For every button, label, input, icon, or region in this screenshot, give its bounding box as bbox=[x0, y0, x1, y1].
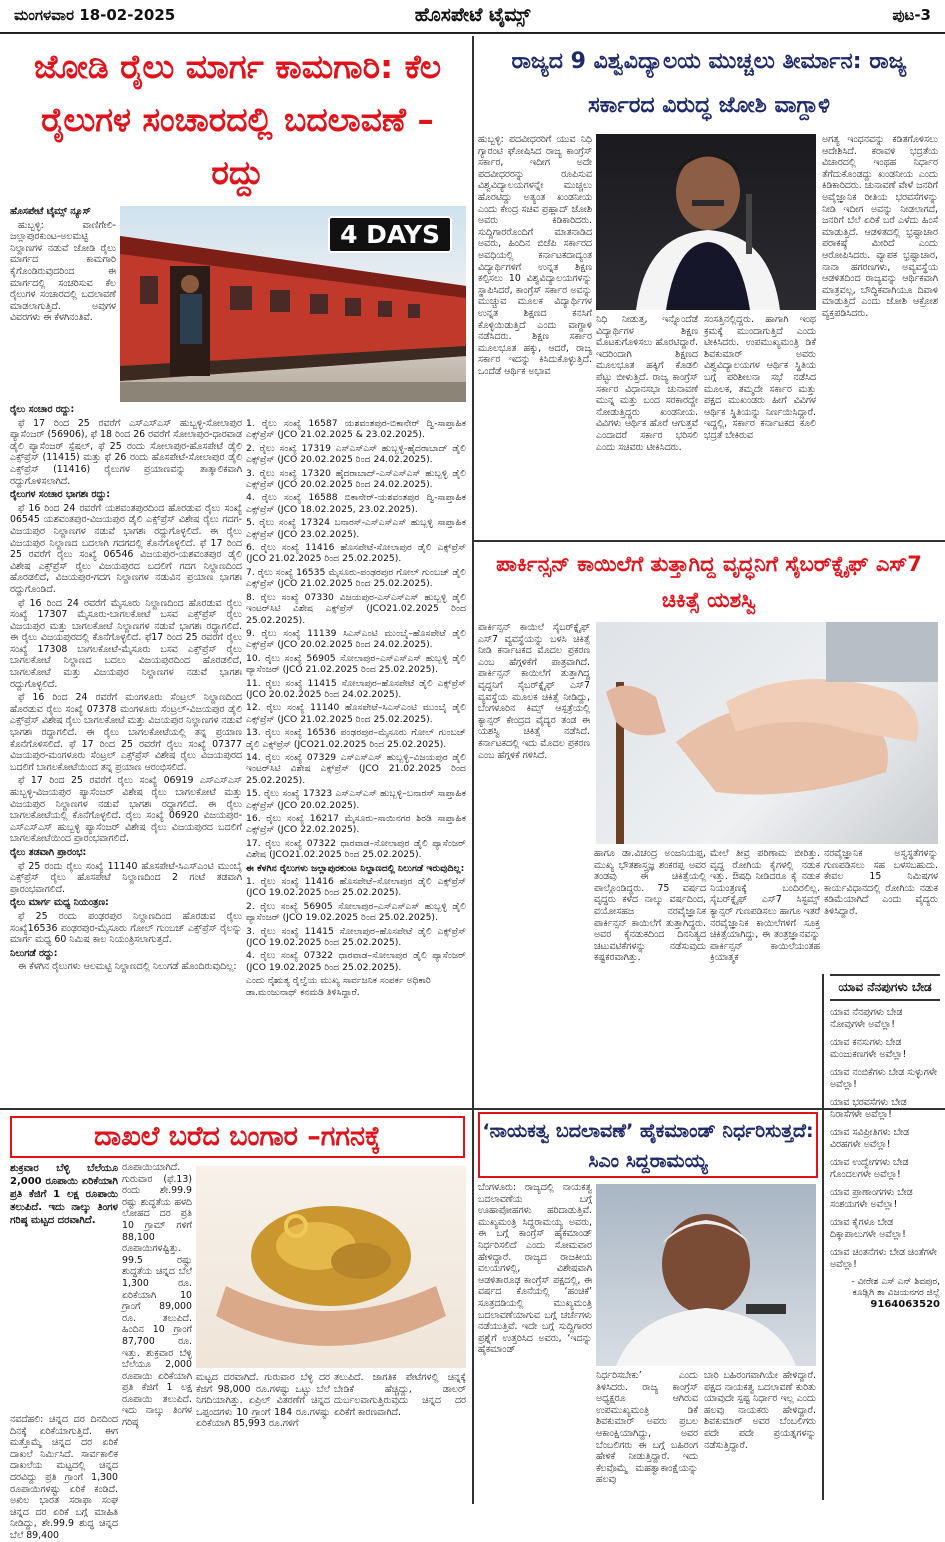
joshi-photo bbox=[596, 134, 816, 310]
section-divider-right bbox=[474, 540, 945, 542]
rail-list-alamatti bbox=[246, 418, 466, 861]
cm-photo bbox=[596, 1184, 816, 1366]
univ-col4: ಅಗತ್ಯ ಇಂಧನವನ್ನು ಕಡಿತಗೊಳಿಸಲು ಆದೇಶಿಸಿದೆ. ಕರಾವಳಿ ಭದ್ರತೆಯ ವಿಚಾರದಲ್ಲಿ ಇಂಥಹ ನಿರ್ಧಾರ ತೆಗೆದುಕೊಂಡದ್ದು ಖಂಡನೀಯ ಎಂದು ಕಿಡಿಕಾರಿದರು. ಚುನಾವಣೆ ವೇಳೆ ಜನರಿಗೆ ಅವೈಜ್ಞಾನಿಕ ರೀತಿಯ ಭರವಸೆಗಳನ್ನು ನೀಡಿ ಇದೀಗ ಅವನ್ನು ನೀಡಲಾಗದೆ, ಜನರಿಗೆ ಬೆಲೆ ಏರಿಕೆ ಬರೆ ಎಳೆದು ಹಿಂಸೆ ಮಾಡುತ್ತಿದೆ. ಆಡಳಿತದಲ್ಲಿ ಭ್ರಷ್ಟಾಚಾರ ಪರಾಕಷ್ಠೆ ಮೀರಿದೆ ಎಂದು ಆರೋಪಿಸಿದರು. ವ್ಯಾಪಕ ಭ್ರಷ್ಟಾಚಾರ, ನಾನಾ ಹಗರಣಗಳು, ಅವ್ಯವಸ್ಥೆಯ ಆಡಳಿತದಿಂದ ರಾಜ್ಯವನ್ನು ಆರ್ಥಿಕವಾಗಿ ಮಾತ್ರವಲ್ಲ, ಬೌದ್ಧಿಕವಾಗಿಯೂ ದಿವಾಳಿ ಮಾಡುತ್ತಿದೆ ಎಂದು ಜೋಶಿ ಆಕ್ರೋಶ ವ್ಯಕ್ತಪಡಿಸಿದರು. bbox=[822, 134, 938, 319]
list-item: 5. ರೈಲು ಸಂಖ್ಯೆ 17324 ಬನಾರಸ್-ಎಸ್ಎಸ್ಎಸ್ ಹುಬ್ಬಳ್ಳಿ ಸಾಪ್ತಾಹಿಕ ಎಕ್ಸ್‌ಪ್ರೆಸ್ (JCO 23.02.2025). bbox=[246, 517, 466, 540]
poem-line: ಯಾವ ಚಿಂತನೆಗಳು ಬೇಡ ಚಿಂತೆಗಳೇ ಅವೆಲ್ಲಾ! bbox=[830, 1247, 937, 1270]
list-item: 3. ರೈಲು ಸಂಖ್ಯೆ 17320 ಹೈದರಾಬಾದ್-ಎಸ್ಎಸ್ಎಸ್ ಹುಬ್ಬಳ್ಳಿ ಡೈಲಿ ಎಕ್ಸ್‌ಪ್ರೆಸ್ (JCO 20.02.2025 ರಿಂದ 24.02.2025). bbox=[246, 467, 466, 491]
gold-col1: ನವದೆಹಲಿ: ಚಿನ್ನದ ದರ ದಿನದಿಂದ ದಿನಕ್ಕೆ ಏರಿಕೆಯಾಗುತ್ತಿದೆ. ಈಗ ಮತ್ತೊಮ್ಮೆ ಚಿನ್ನದ ದರ ಏರಿಕೆ ದಾಖಲೆ ನಿರ್ಮಿಸಿದೆ. ಸಾರ್ವಕಾಲಿಕ ದಾಖಲೆಯ ಮಟ್ಟದಲ್ಲಿ ಚಿನ್ನದ ದರವಿದ್ದು ಪ್ರತಿ ಗ್ರಾಂಗೆ 1,300 ರೂಪಾಯಿಗಳಷ್ಟು ಏರಿಕೆ ಕಂಡಿದೆ. ಅಖಿಲ ಭಾರತ ಸರಾಫಾ ಸಂಘ ಚಿನ್ನದ ದರ ಏರಿಕೆ ಬಗ್ಗೆ ಮಾಹಿತಿ ನೀಡಿದ್ದು, ಶೇ.99.9 ಶುದ್ಧ ಚಿನ್ನದ ಬೆಲೆ 89,400 bbox=[10, 1414, 118, 1541]
list-item: 4. ರೈಲು ಸಂಖ್ಯೆ 07322 ಧಾರವಾಡ–ಸೋಲಾಪುರ ಡೈಲಿ ಪ್ಯಾಸೆಂಜರ್ (JCO 19.02.2025 ರಿಂದ 25.02.2025). bbox=[246, 950, 466, 973]
photo-badge: 4 DAYS bbox=[328, 216, 452, 253]
cm-col1: ಬೆಂಗಳೂರು: ರಾಜ್ಯದಲ್ಲಿ ನಾಯಕತ್ವ ಬದಲಾವಣೆಯ ಬಗ್ಗೆ ಊಹಾಪೋಹಗಳು ಹರಿದಾಡುತ್ತಿವೆ. ಮುಖ್ಯಮಂತ್ರಿ ಸಿದ್ದರಾಮಯ್ಯ ಅವರು, ಈ ಬಗ್ಗೆ ಕಾಂಗ್ರೆಸ್ ಹೈಕಮಾಂಡ್ ನಿರ್ಧರಿಸಲಿದೆ ಎಂದು ಸೋಮವಾರ ಹೇಳಿದ್ದಾರೆ. ರಾಜ್ಯದ ರಾಜಕೀಯ ವಲಯಗಳಲ್ಲಿ, ವಿಶೇಷವಾಗಿ ಆಡಳಿತಾರೂಢ ಕಾಂಗ್ರೆಸ್ ಪಕ್ಷದಲ್ಲಿ, ಈ ವರ್ಷದ ಕೊನೆಯಲ್ಲಿ ‘ಹಂಚಿಕೆ’ ಸೂತ್ರದಡಿಯಲ್ಲಿ ಮುಖ್ಯಮಂತ್ರಿ ಬದಲಾವಣೆಯಾಗುವ ಬಗ್ಗೆ ಚರ್ಚೆಗಳು ನಡೆಯುತ್ತಿವೆ. ಇದೇ ಬಗ್ಗೆ ಸುದ್ದಿಗಾರರ ಪ್ರಶ್ನೆಗೆ ಉತ್ತರಿಸಿದ ಅವರು, ‘ಇದನ್ನು ಹೈಕಮಾಂಡ್ bbox=[478, 1182, 592, 1356]
rail-closing: ಎಂದು ನೈಋತ್ಯ ರೈಲ್ವೆಯ ಮುಖ್ಯ ಸಾರ್ವಜನಿಕ ಸಂಪರ್ಕ ಅಧಿಕಾರಿ ಡಾ.ಮಂಜುನಾಥ್ ಕನಮಡಿ ತಿಳಿಸಿದ್ದಾರೆ. bbox=[246, 975, 431, 998]
page-number: ಪುಟ-3 bbox=[892, 6, 931, 24]
parkinson-col2: ಹಾಗೂ ಡಾ.ವಿಚಂದ್ರ ಅಂಜನಿಯಪ್ಪ, ಮುಖ್ಯ ಭೌತಶಾಸ್ತ್ರಜ್ಞ ಶಂಕರಪ್ಪ ಅವರ ತಂಡವು ಈ ಚಿಕಿತ್ಸೆಯಲ್ಲಿ ಪಾಲ್ಗೊಂಡಿದ್ದರು. 75 ವರ್ಷದ ವೃದ್ಧರು ಕಳೆದ ನಾಲ್ಕು ವರ್ಷದಿಂದ, ವಯೋಸಹಜ ನರವೈಜ್ಞಾನಿಕ ಪಾರ್ಕಿನ್ಸನ್ ಕಾಯಿಲೆಗೆ ತುತ್ತಾಗಿದ್ದರು. ಅವರ ಕೈನಡುಕದಿಂದ ದಿನನಿತ್ಯದ ಚಟುವಟಿಕೆಗಳನ್ನು ನಡೆಸುವುದು ಕಷ್ಟಕರವಾಗಿತ್ತು. bbox=[594, 848, 706, 964]
poem-line: ಯಾವ ಸವಿಪ್ರೀತಿಗಳು ಬೇಡ ವಿರಹಗಳೇ ಅವೆಲ್ಲಾ! bbox=[830, 1127, 910, 1150]
list-item: 15. ರೈಲು ಸಂಖ್ಯೆ 17323 ಎಸ್ಎಸ್ಎಸ್ ಹುಬ್ಬಳ್ಳಿ–ಬನಾರಸ್ ಸಾಪ್ತಾಹಿಕ ಎಕ್ಸ್‌ಪ್ರೆಸ್ (JCO 20.02.2025). bbox=[246, 788, 466, 811]
poem-line: ಯಾವ ನೆನಪುಗಳು ಬೇಡ ನೋವುಗಳೇ ಅವೆಲ್ಲಾ! bbox=[830, 1007, 903, 1030]
list-item: 4. ರೈಲು ಸಂಖ್ಯೆ 16588 ಬಿಕಾನೇರ್-ಯಶವಂತಪುರ ದ್ವಿ-ಸಾಪ್ತಾಹಿಕ ಎಕ್ಸ್‌ಪ್ರೆಸ್ (JCO 18.02.2025, 23.02.2025). bbox=[246, 492, 466, 515]
list-item: 7. ರೈಲು ಸಂಖ್ಯೆ 16535 ಮೈಸೂರು-ಪಂಢರಪುರ ಗೋಲ್ ಗುಂಬಜ್ ಡೈಲಿ ಎಕ್ಸ್‌ಪ್ರೆಸ್ (JCO 21.02.2025 ರಿಂದ 25.02.2025). bbox=[246, 566, 466, 590]
rail-p6: ಫೆ 25 ರಂದು ರೈಲು ಸಂಖ್ಯೆ 11140 ಹೊಸಪೇಟೆ-ಸಿಎಸ್‌ಎಂಟಿ ಮುಂಬೈ ಎಕ್ಸ್‌ಪ್ರೆಸ್ ರೈಲು ಹೊಸಪೇಟೆ ನಿಲ್ದಾಣದಿಂದ 2 ಗಂಟೆ ತಡವಾಗಿ ಪ್ರಾರಂಭವಾಗಲಿದೆ. bbox=[10, 860, 242, 895]
rail-p8: ಈ ಕೆಳಗಿನ ರೈಲುಗಳು ಆಲಮಟ್ಟಿ ನಿಲ್ದಾಣದಲ್ಲಿ ನಿಲುಗಡೆ ಹೊಂದಿರುವುದಿಲ್ಲ: bbox=[18, 961, 237, 973]
list-item: 2. ರೈಲು ಸಂಖ್ಯೆ 56905 ಸೋಲಾಪುರ–ಎಸ್ಎಸ್ಎಸ್ ಹುಬ್ಬಳ್ಳಿ ಡೈಲಿ ಪ್ಯಾಸೆಂಜರ್ (JCO 19.02.2025 ರಿಂದ 25.02.2025). bbox=[246, 900, 466, 924]
list-item: 12. ರೈಲು ಸಂಖ್ಯೆ 11140 ಹೊಸಪೇಟೆ–ಸಿಎಸ್‌ಎಂಟಿ ಮುಂಬೈ ಡೈಲಿ ಎಕ್ಸ್‌ಪ್ರೆಸ್ (JCO 21.02.2025 ರಿಂದ 25.02.2025). bbox=[246, 702, 466, 725]
univ-col3: ಸಂಸತ್ತಿನಲ್ಲಿದ್ದರು. ಹಾಗಾಗಿ ಇಂಥ ಕ್ರಮಕ್ಕೆ ಮುಂದಾಗುತ್ತಿದೆ ಎಂದು ಟೀಕಿಸಿದರು. ಉಪಮುಖ್ಯಮಂತ್ರಿ ಡಿಕೆ ಶಿವಕುಮಾರ್ ಅವರು ವಿಶ್ವವಿದ್ಯಾಲಯಗಳ ಆರ್ಥಿಕ ಸ್ಥಿತಿಯ ಬಗ್ಗೆ ಪರಿಶೀಲನಾ ಸಭೆ ನಡೆಸಿದ ಮೂಲಕ, ತಮ್ಮದೇ ಸರ್ಕಾರ ಮತ್ತು ಪಕ್ಷದ ಮುಖಂಡರು ಹೀಗೆ ವಿವಿಗಳ ಆರ್ಥಿಕ ಸ್ಥಿತಿಯನ್ನು ನಿರ್ಣಯಿಸಿದ್ದಾರೆ. ಇದ್ದಲ್ಲಿ, ಸರ್ಕಾರ ಕರ್ನಾಟಕದ ಕೂಲಿ ಭದ್ರತೆ ಬೇಕಿರುವ bbox=[704, 314, 816, 441]
poem-title: ಯಾವ ನೆನಪುಗಳು ಬೇಡ bbox=[830, 974, 940, 1001]
cm-illustration bbox=[596, 1184, 816, 1366]
rail-sec1: ರೈಲು ಸಂಚಾರ ರದ್ದು: bbox=[10, 404, 75, 415]
rail-headline: ಜೋಡಿ ರೈಲು ಮಾರ್ಗ ಕಾಮಗಾರಿ: ಕೆಲ ರೈಲುಗಳ ಸಂಚಾರದಲ್ಲಿ ಬದಲಾವಣೆ – ರದ್ದು bbox=[33, 47, 442, 192]
column-divider-bottom bbox=[472, 1110, 474, 1504]
rail-byline: ಹೊಸಪೇಟೆ ಟೈಮ್ಸ್ ನ್ಯೂಸ್ bbox=[10, 206, 91, 217]
poem-phone: 9164063520 bbox=[870, 1299, 940, 1310]
univ-col1: ಹುಬ್ಬಳ್ಳಿ: ಪದವೀಧರರಿಗೆ ಯುವ ನಿಧಿ ಗ್ಯಾರಂಟಿ ಘೋಷಿಸಿದ ರಾಜ್ಯ ಕಾಂಗ್ರೆಸ್ ಸರ್ಕಾರ, ಇದೀಗ ಅದೇ ಪದವೀಧರರನ್ನು ರೂಪಿಸುವ ವಿಶ್ವವಿದ್ಯಾಲಯಗಳನ್ನೇ ಮುಚ್ಚಲು ಹೊರಟಿದ್ದು ಅತ್ಯಂತ ಖಂಡನೀಯ ಎಂದು ಕೇಂದ್ರ ಸಚಿವ ಪ್ರಹ್ಲಾದ್ ಜೋಶಿ ಅವರು ಕಿಡಿಕಾರಿದರು. ಸುದ್ದಿಗಾರರೊಂದಿಗೆ ಮಾತನಾಡಿದ ಅವರು, ಹಿಂದಿನ ಬಿಜೆಪಿ ಸರ್ಕಾರದ ಅವಧಿಯಲ್ಲಿ ಕರ್ನಾಟಕದಾದ್ಯಂತ ವಿದ್ಯಾರ್ಥಿಗಳಿಗೆ ಉನ್ನತ ಶಿಕ್ಷಣ ಕಲ್ಪಿಸಲು 10 ವಿಶ್ವವಿದ್ಯಾಲಯಗಳನ್ನು ಸ್ಥಾಪಿಸಿದರೆ, ಕಾಂಗ್ರೆಸ್ ಸರ್ಕಾರ ಅವನ್ನು ಮುಚ್ಚುವ ಮೂಲಕ ವಿದ್ಯಾರ್ಥಿಗಳ ಉನ್ನತ ಶಿಕ್ಷಣದ ಕನಸಿಗೆ ಕೊಳ್ಳಿಯಿಡುತ್ತಿದೆ ಎಂದು ವಾಗ್ದಾಳಿ ನಡೆಸಿದರು. ಶಿಕ್ಷಣ ಸರ್ಕಾರ ಮೂಲಭೂತ ಹಕ್ಕು, ಆದರೆ, ರಾಜ್ಯ ಸರ್ಕಾರ ಇದನ್ನು ಕಿಸಿದುಕೊಳ್ಳುತ್ತಿದೆ. ಒಂದೆಡೆ ಆರ್ಥಿಕ ಅಭಾವ bbox=[478, 134, 592, 377]
poem-line: ಯಾವ ಕನಸುಗಳು ಬೇಡ ಮಂಜುಕಣಗಳೇ ಅವೆಲ್ಲಾ! bbox=[830, 1037, 907, 1060]
poem-author: - ವೀರೇಶ ಎಸ್ ಎನ್ ಶಿವಪುರ, ಕೂಡ್ಲಿಗಿ ತಾ ವಿಜಯನಗರ ಜಿಲ್ಲೆ bbox=[851, 1277, 940, 1298]
hands-illustration bbox=[596, 622, 938, 844]
column-divider bbox=[472, 36, 474, 1108]
gold-headline: ದಾಖಲೆ ಬರೆದ ಬಂಗಾರ –ಗಗನಕ್ಕೆ bbox=[10, 1116, 465, 1158]
list-item: 13. ರೈಲು ಸಂಖ್ಯೆ 16536 ಪಂಢರಪುರ–ಮೈಸೂರು ಗೋಲ್ ಗುಂಬಜ್ ಡೈಲಿ ಎಕ್ಸ್‌ಪ್ರೆಸ್ (JCO21.02.2025 ರಿಂದ 25.02.2025). bbox=[246, 727, 466, 750]
rail-train-lists bbox=[246, 418, 466, 1104]
poem-line: ಯಾವ ಪ್ರಾಣಾಂಗಗಳು ಬೇಡ ಸಂಶಯಗಳೇ ಅವೆಲ್ಲಾ! bbox=[830, 1187, 913, 1210]
list-item: 1. ರೈಲು ಸಂಖ್ಯೆ 16587 ಯಶವಂತಪುರ-ಬಿಕಾನೇರ್ ದ್ವಿ-ಸಾಪ್ತಾಹಿಕ ಎಕ್ಸ್‌ಪ್ರೆಸ್ (JCO 21.02.2025 & 23.02.2025). bbox=[246, 418, 466, 441]
train-photo bbox=[120, 206, 466, 402]
list-item: 14. ರೈಲು ಸಂಖ್ಯೆ 07329 ಎಸ್ಎಸ್ಎಸ್ ಹುಬ್ಬಳ್ಳಿ–ವಿಜಯಪುರ ಡೈಲಿ ಇಂಟರ್‌ಸಿಟಿ ವಿಶೇಷ ಎಕ್ಸ್‌ಪ್ರೆಸ್ (JCO 21.02.2025 ರಿಂದ 25.02.2025). bbox=[246, 751, 466, 786]
rail-sec5: ನಿಲುಗಡೆ ರದ್ದು: bbox=[10, 947, 58, 959]
gold-col4: ತಲುಪಿದೆ. ಜಾಗತಿಕ ಪೇಟೆಗಳಲ್ಲಿ ಚಿನ್ನಕ್ಕೆ ಬೇಡಿಕೆ ಹೆಚ್ಚಿದ್ದು, ಡಾಲರ್ ದುರ್ಬಲವಾಗುತ್ತಿರುವುದು ಚಿನ್ನದ ದರ ಏರಿಕೆಗೆ ಕಾರಣವಾಗಿದೆ. bbox=[334, 1372, 466, 1418]
poem-line: ಯಾವ ಕೈಗಳೂ ಬೇಡ ದಿಕ್ಕಾಪಾಲುಗಳೇ ಅವೆಲ್ಲಾ! bbox=[830, 1217, 906, 1240]
poem-line: ಯಾವ ಭರವಸೆಗಳು ಬೇಡ ನಿರಾಸೆಗಳೇ ಅವೆಲ್ಲಾ! bbox=[830, 1097, 907, 1120]
list-item: 10. ರೈಲು ಸಂಖ್ಯೆ 56905 ಸೋಲಾಪುರ–ಎಸ್ಎಸ್ಎಸ್ ಹುಬ್ಬಳ್ಳಿ ಡೈಲಿ ಪ್ಯಾಸೆಂಜರ್ (JCO 21.02.2025 ರಿಂದ 25.02.2025). bbox=[246, 652, 466, 676]
masthead-bar bbox=[0, 0, 945, 34]
rail-p2: ಫೆ 16 ರಿಂದ 24 ರವರೆಗೆ ಯಶವಂತಪುರದಿಂದ ಹೊರಡುವ ರೈಲು ಸಂಖ್ಯೆ 06545 ಯಶವಂತಪುರ-ವಿಜಯಪುರ ಡೈಲಿ ಎಕ್ಸ್‌ಪ್ರೆಸ್ ವಿಶೇಷ ರೈಲು ಗದಗ-ವಿಜಯಪುರ ನಿಲ್ದಾಣಗಳ ನಡುವೆ ಭಾಗಶಃ ರದ್ದುಗೊಳ್ಳಲಿದೆ. ಈ ರೈಲು ವಿಜಯಪುರ ನಿಲ್ದಾಣದ ಬದಲಾಗಿ ಗದಗದಲ್ಲಿ ಕೊನೆಗೊಳ್ಳಲಿದೆ. ಫೆ 17 ರಿಂದ 25 ರವರೆಗೆ ರೈಲು ಸಂಖ್ಯೆ 06546 ವಿಜಯಪುರ-ಯಶವಂತಪುರ ಡೈಲಿ ವಿಶೇಷ ಎಕ್ಸ್‌ಪ್ರೆಸ್ ರೈಲು ವಿಜಯಪುರದ ಬದಲಿಗೆ ಗದಗ ನಿಲ್ದಾಣದಿಂದ ಹೊರಡಲಿದೆ, ವಿಜಯಪುರ-ಗದಗ ನಿಲ್ದಾಣಗಳ ನಡುವಿನ ಪ್ರಯಾಣ ಭಾಗಶಃ ರದ್ದುಗೊಂಡಿದೆ. bbox=[10, 502, 242, 595]
gold-illustration bbox=[196, 1166, 466, 1368]
list-item: 1. ರೈಲು ಸಂಖ್ಯೆ 11416 ಹೊಸಪೇಟೆ–ಸೋಲಾಪುರ ಡೈಲಿ ಎಕ್ಸ್‌ಪ್ರೆಸ್ (JCO 19.02.2025 ರಿಂದ 25.02.2025). bbox=[246, 876, 466, 899]
parkinson-col4: ನರವೈಜ್ಞಾನಿಕ ಅಸ್ವಸ್ಥತೆಗಳನ್ನು ಗುಣಪಡಿಸಲು ಸಹ ಬಳಸಬಹುದು. ಕೇವಲ 15 ನಿಮಿಷಗಳ ಕಾರ್ಯವಿಧಾನದಲ್ಲಿ ರೋಗಿಯ ನಡುಕ ಕಡಿಮೆಯಾಗಿದೆ ಎಂದು ವೈದ್ಯರು ತಿಳಿಸಿದ್ದಾರೆ. bbox=[824, 848, 938, 917]
rail-p1: ಫೆ 17 ರಿಂದ 25 ರವರೆಗೆ ಎಸ್ಎಸ್ಎಸ್ ಹುಬ್ಬಳ್ಳಿ-ಸೋಲಾಪುರ ಪ್ಯಾಸೆಂಜರ್ (56906), ಫೆ 18 ರಿಂದ 26 ರವರೆಗೆ ಸೋಲಾಪುರ-ಧಾರವಾಡ ಡೈಲಿ ಪ್ಯಾಸೆಂಜರ್ ಸ್ಪೆಷಲ್, ಫೆ 25 ರಂದು ಸೋಲಾಪುರ-ಹೊಸಪೇಟೆ ಡೈಲಿ ಎಕ್ಸ್‌ಪ್ರೆಸ್ (11415) ಮತ್ತು ಫೆ 26 ರಂದು ಹೊಸಪೇಟೆ-ಸೋಲಾಪುರ ಡೈಲಿ ಎಕ್ಸ್‌ಪ್ರೆಸ್ (11416) ರೈಲುಗಳ ಪ್ರಯಾಣವನ್ನು ತಾತ್ಕಾಲಿಕವಾಗಿ ರದ್ದುಗೊಳಿಸಲಾಗಿದೆ. bbox=[10, 417, 242, 487]
rail-sec2: ರೈಲುಗಳ ಸಂಚಾರ ಭಾಗಶಃ ರದ್ದು: bbox=[10, 489, 110, 501]
masthead-title: ಹೊಸಪೇಟೆ ಟೈಮ್ಸ್ bbox=[414, 4, 531, 26]
list-item: 11. ರೈಲು ಸಂಖ್ಯೆ 11415 ಸೋಲಾಪುರ–ಹೊಸಪೇಟೆ ಡೈಲಿ ಎಕ್ಸ್‌ಪ್ರೆಸ್ (JCO 20.02.2025 ರಿಂದ 24.02.2025). bbox=[246, 677, 466, 700]
rail-body bbox=[10, 404, 242, 1104]
poem-line: ಯಾವ ನಂಬಿಕೆಗಳು ಬೇಡ ಸುಳ್ಳುಗಳೇ ಅವೆಲ್ಲಾ! bbox=[830, 1067, 938, 1090]
rail-p4: ಫೆ 16 ರಿಂದ 24 ರವರೆಗೆ ಮಂಗಳೂರು ಸೆಂಟ್ರಲ್ ನಿಲ್ದಾಣದಿಂದ ಹೊರಡುವ ರೈಲು ಸಂಖ್ಯೆ 07378 ಮಂಗಳೂರು ಸೆಂಟ್ರಲ್-ವಿಜಯಪುರ ಡೈಲಿ ಎಕ್ಸ್‌ಪ್ರೆಸ್ ವಿಶೇಷ ರೈಲು ಬಾಗಲಕೋಟೆ ಮತ್ತು ವಿಜಯಪುರ ನಿಲ್ದಾಣಗಳ ನಡುವೆ ಭಾಗಶಃ ರದ್ದಾಗಲಿದೆ. ಈ ರೈಲು ಬಾಗಲಕೋಟೆಯಲ್ಲಿ ತನ್ನ ಪ್ರಯಾಣ ಕೊನೆಗೊಳಿಸಲಿದೆ. ಫೆ 17 ರಿಂದ 25 ರವರೆಗೆ ರೈಲು ಸಂಖ್ಯೆ 07377 ವಿಜಯಪುರ-ಮಂಗಳೂರು ಸೆಂಟ್ರಲ್ ಎಕ್ಸ್‌ಪ್ರೆಸ್ ವಿಶೇಷ ರೈಲು ವಿಜಯಪುರದ ಬದಲಿಗೆ ಬಾಗಲಕೋಟೆಯಿಂದ ತನ್ನ ಪ್ರಯಾಣ ಆರಂಭಿಸಲಿದೆ. bbox=[10, 692, 242, 773]
poem-line: ಯಾವ ಉದ್ವೇಗಗಳು ಬೇಡ ಗೊಂದಲಗಳೇ ಅವೆಲ್ಲಾ! bbox=[830, 1157, 909, 1180]
hands-photo bbox=[596, 622, 938, 844]
list-item: 17. ರೈಲು ಸಂಖ್ಯೆ 07322 ಧಾರವಾಡ–ಸೋಲಾಪುರ ಡೈಲಿ ಪ್ಯಾಸೆಂಜರ್ ವಿಶೇಷ (JCO21.02.2025 ರಿಂದ 25.02.2025). bbox=[246, 837, 466, 861]
gold-col3: ಮಟ್ಟದ ದರವಾಗಿದೆ. ಗುರುವಾರ ಬೆಳ್ಳಿ ದರ ಕೆಜಿಗೆ 98,000 ರೂ.ಗಳಷ್ಟು ಒಟ್ಟು ಬೆಲೆ ನಿಗದಿಯಾಗಿತ್ತು. ಏಪ್ರಿಲ್ ವಿತರಣೆಗೆ ಚಿನ್ನದ ಒಪ್ಪಂದಗಳು 10 ಗ್ರಾಂಗೆ 184 ರೂ.ಗಳಷ್ಟು ಏರಿಕೆಯಾಗಿ 85,993 ರೂ.ಗಳಿಗೆ bbox=[196, 1372, 330, 1430]
rail-p5: ಫೆ 17 ರಿಂದ 25 ರವರೆಗೆ ರೈಲು ಸಂಖ್ಯೆ 06919 ಎಸ್ಎಸ್ಎಸ್ ಹುಬ್ಬಳ್ಳಿ-ವಿಜಯಪುರ ಪ್ಯಾಸೆಂಜರ್ ವಿಶೇಷ ರೈಲು ಬಾಗಲಕೋಟೆ ಮತ್ತು ವಿಜಯಪುರ ನಿಲ್ದಾಣಗಳ ನಡುವೆ ಭಾಗಶಃ ರದ್ದಾಗಲಿದೆ. ಈ ರೈಲು ಬಾಗಲಕೋಟೆಯಲ್ಲಿ ಕೊನೆಗೊಳ್ಳಲಿದೆ. ರೈಲು ಸಂಖ್ಯೆ 06920 ವಿಜಯಪುರ-ಎಸ್ಎಸ್ಎಸ್ ಹುಬ್ಬಳ್ಳಿ ಪ್ಯಾಸೆಂಜರ್ ವಿಶೇಷ ರೈಲು ವಿಜಯಪುರದ ಬದಲಿಗೆ ಬಾಗಲಕೋಟೆಯಿಂದ ಪ್ರಾರಂಭವಾಗಲಿದೆ. bbox=[10, 775, 242, 845]
list-item: 9. ರೈಲು ಸಂಖ್ಯೆ 11139 ಸಿಎಸ್‌ಎಂಟಿ ಮುಂಬೈ–ಹೊಸಪೇಟೆ ಡೈಲಿ ಎಕ್ಸ್‌ಪ್ರೆಸ್ (JCO 20.02.2025 ರಿಂದ 24.02.2025). bbox=[246, 627, 466, 651]
issue-date: ಮಂಗಳವಾರ 18-02-2025 bbox=[14, 6, 176, 24]
gold-photo bbox=[196, 1166, 466, 1368]
univ-col2: ನಿಧಿ ನೀಡುತ್ತ, ಇನ್ನೊಂದೆಡೆ ವಿದ್ಯಾರ್ಥಿಗಳ ಶಿಕ್ಷಣ ಮೊಟಕುಗೊಳಿಸಲು ಹೊರಟಿದ್ದಾರೆ. ಇದರಿಂದಾಗಿ ಶಿಕ್ಷಣದ ಮೂಲಭೂತ ಹಕ್ಕಿಗೆ ಕೊಡಲಿ ಪೆಟ್ಟು ಬೀಳುತ್ತಿದೆ. ರಾಜ್ಯ ಕಾಂಗ್ರೆಸ್ ಸರ್ಕಾರ ವಿಧಾನಸಭಾ ಚುನಾವಣೆ ಮುನ್ನ ಮತ್ತು ಬಂದ ಸರಕಾರದ್ದೇ ನೋಡುತ್ತಿದ್ದರು ಖಂಡನೀಯ. ವಿವಿಗಳು ಆರ್ಥಿಕ ಹೊರೆ ಆಗುತ್ತವೆ ಎಂದಾದರೆ ಸರ್ಕಾರ ಭರಿಸಲಿ ಎಂದು ಸಚಿವರು ಟೀಕಿಸಿದರು. bbox=[596, 314, 698, 453]
cm-col3: ಬಾರಿ ಬಹಿರಂಗವಾಗಿಯೇ ಹೇಳಿದ್ದಾರೆ. ಪಕ್ಷದ ನಾಯಕತ್ವ ಬದಲಾವಣೆ ಕುರಿತು ಯಾವುದೇ ಸ್ಪಷ್ಟ ನಿರ್ಧಾರ ಇಲ್ಲ ಎಂದು ಹಲವು ನಾಯಕರು ಹೇಳಿದ್ದಾರೆ. ಶಿವಕುಮಾರ್ ಅವರ ಬೆಂಬಲಿಗರು ಪದೇ ಪದೇ ಪ್ರಯತ್ನಗಳನ್ನು ನಡೆಸುತ್ತಿದ್ದಾರೆ. bbox=[704, 1370, 816, 1451]
cm-headline: ‘ನಾಯಕತ್ವ ಬದಲಾವಣೆ’ ಹೈಕಮಾಂಡ್ ನಿರ್ಧರಿಸುತ್ತದೆ: ಸಿಎಂ ಸಿದ್ದರಾಮಯ್ಯ bbox=[478, 1112, 818, 1178]
rail-sec4: ರೈಲು ಮಾರ್ಗ ಮಧ್ಯ ನಿಯಂತ್ರಣ: bbox=[10, 897, 109, 909]
list-item: 6. ರೈಲು ಸಂಖ್ಯೆ 11416 ಹೊಸಪೇಟೆ-ಸೋಲಾಪುರ ಡೈಲಿ ಎಕ್ಸ್‌ಪ್ರೆಸ್ (JCO 21.02.2025 ರಿಂದ 25.02.2025). bbox=[246, 542, 466, 565]
rail-p7: ಫೆ 25 ರಂದು ಪಂಢರಪುರ ನಿಲ್ದಾಣದಿಂದ ಹೊರಡುವ ರೈಲು ಸಂಖ್ಯೆ16536 ಪಂಢರಪುರ-ಮೈಸೂರು ಗೋಲ್ ಗುಂಬಜ್ ಎಕ್ಸ್‌ಪ್ರೆಸ್ ರೈಲನ್ನು ಮಾರ್ಗ ಮಧ್ಯ 60 ನಿಮಿಷ ಕಾಲ ನಿಯಂತ್ರಿಸಲಾಗುತ್ತದೆ. bbox=[10, 910, 242, 946]
rail-list-jallapura bbox=[246, 876, 466, 973]
parkinson-headline: ಪಾರ್ಕಿನ್ಸನ್ ಕಾಯಿಲೆಗೆ ತುತ್ತಾಗಿದ್ದ ವೃದ್ಧನಿಗೆ ಸೈಬರ್‌ಕ್ನೈಫ್ ಎಸ್7 ಚಿಕಿತ್ಸೆ ಯಶಸ್ವಿ bbox=[496, 552, 922, 612]
list-item: 2. ರೈಲು ಸಂಖ್ಯೆ 17319 ಎಸ್ಎಸ್ಎಸ್ ಹುಬ್ಬಳ್ಳಿ-ಹೈದರಾಬಾದ್ ಡೈಲಿ ಎಕ್ಸ್‌ಪ್ರೆಸ್ (JCO 20.02.2025 ರಿಂದ 24.02.2025). bbox=[246, 442, 466, 466]
gold-col2: ರೂಪಾಯಿಯಾಗಿದೆ. ಗುರುವಾರ (ಫೆ.13) ರಂದು ಶೇ.99.9 ರಷ್ಟು ಶುದ್ಧತೆಯ ಹಳದಿ ಲೋಹದ ದರ ಪ್ರತಿ 10 ಗ್ರಾಮ್ ಗಳಿಗೆ 88,100 ರೂಪಾಯಿಗಳಷ್ಟಿತ್ತು. 99.5 ರಷ್ಟು ಶುದ್ಧತೆಯ ಚಿನ್ನದ ಬೆಲೆ 1,300 ರೂ. ಏರಿಕೆಯಾಗಿ 10 ಗ್ರಾಂಗೆ 89,000 ರೂ. ತಲುಪಿದೆ. ಹಿಂದಿನ 10 ಗ್ರಾಂಗೆ 87,700 ರೂ. ಇತ್ತು. ಶುಕ್ರವಾರ ಬೆಳ್ಳಿ ಬೆಲೆಯೂ 2,000 ರೂಪಾಯಿ ಏರಿಕೆಯಾಗಿ ಪ್ರತಿ ಕೆಜಿಗೆ 1 ಲಕ್ಷ ರೂಪಾಯಿ ತಲುಪಿದೆ. ಇದು ನಾಲ್ಕು ತಿಂಗಳ ಗರಿಷ್ಠ bbox=[122, 1162, 192, 1429]
gold-lead: ಶುಕ್ರವಾರ ಬೆಳ್ಳಿ ಬೆಲೆಯೂ 2,000 ರೂಪಾಯಿ ಏರಿಕೆಯಾಗಿ ಪ್ರತಿ ಕೆಜಿಗೆ 1 ಲಕ್ಷ ರೂಪಾಯಿ ತಲುಪಿದೆ. ಇದು ನಾಲ್ಕು ತಿಂಗಳ ಗರಿಷ್ಠ ಮಟ್ಟದ ದರವಾಗಿದೆ. bbox=[10, 1163, 118, 1226]
univ-headline: ರಾಜ್ಯದ 9 ವಿಶ್ವವಿದ್ಯಾಲಯ ಮುಚ್ಚಲು ತೀರ್ಮಾನ: ರಾಜ್ಯ ಸರ್ಕಾರದ ವಿರುದ್ಧ ಜೋಶಿ ವಾಗ್ದಾಳಿ bbox=[511, 49, 907, 118]
cm-col2: ನಿರ್ಧರಿಸಬೇಕು’ ಎಂದು ತಿಳಿಸಿದರು. ರಾಜ್ಯ ಕಾಂಗ್ರೆಸ್ ಅಧ್ಯಕ್ಷರೂ ಆಗಿರುವ ಉಪಮುಖ್ಯಮಂತ್ರಿ ಡಿಕೆ ಶಿವಕುಮಾರ್ ಅವರು ಪ್ರಬಲ ಆಕಾಂಕ್ಷಿಯಾಗಿದ್ದು, ಅವರ ಬೆಂಬಲಿಗರು ಈ ಬಗ್ಗೆ ಬಹಿರಂಗ ಹೇಳಿಕೆ ನೀಡುತ್ತಿದ್ದಾರೆ. ಇದು ಕೆಲವೊಮ್ಮೆ ಮಹತ್ವಾಕಾಂಕ್ಷೆಯನ್ನು ಹಲವು bbox=[596, 1370, 698, 1486]
parkinson-col1: ಪಾರ್ಕಿನ್ಸನ್ ಕಾಯಿಲೆ ಸೈಬರ್‌ಕ್ನೈಫ್ ಎಸ್7 ವ್ಯವಸ್ಥೆಯನ್ನು ಬಳಸಿ ಚಿಕಿತ್ಸೆ ನೀಡಿ ಕರ್ನಾಟಕದ ಮೊದಲ ಪ್ರಕರಣ ಎಂಬ ಹೆಗ್ಗಳಿಕೆಗೆ ಪಾತ್ರವಾಗಿದೆ. ಪಾರ್ಕಿನ್ಸನ್ ಕಾಯಿಲೆಗೆ ತುತ್ತಾಗಿದ್ದ ವೃದ್ಧನಿಗೆ ಸೈಬರ್‌ಕ್ನೈಫ್ ಎಸ್7 ವ್ಯವಸ್ಥೆಯ ಮೂಲಕ ಚಿಕಿತ್ಸೆ ನೀಡಿದ್ದು, ಬೆಂಗಳೂರಿನ ಕಿಮ್ಸ್ ಆಸ್ಪತ್ರೆಯಲ್ಲಿ ಕ್ಯಾನ್ಸರ್ ಕೇಂದ್ರದ ವೈದ್ಯರ ತಂಡ ಈ ಯಶಸ್ವಿ ಚಿಕಿತ್ಸೆ ನಡೆಸಿದೆ. ಕರ್ನಾಟಕದಲ್ಲಿ ಇದು ಮೊದಲ ಪ್ರಕರಣ ಎಂಬ ಹೆಗ್ಗಳಿಕೆ ಗಳಿಸಿದೆ. bbox=[478, 622, 590, 761]
rail-intro: ಹುಬ್ಬಳ್ಳಿ: ವಾಣಿಗೇಲಿ-ಜಲ್ಲಾಪುರಕುಂಟ-ಅಲಮಟ್ಟಿ ನಿಲ್ದಾಣಗಳ ನಡುವೆ ಜೋಡಿ ರೈಲು ಮಾರ್ಗದ ಕಾಮಗಾರಿ ಕೈಗೊಂಡಿರುವುದರಿಂದ ಈ ಮಾರ್ಗದಲ್ಲಿ ಸಂಚರಿಸುವ ಕೆಲ ರೈಲುಗಳ ಸಂಚಾರದಲ್ಲಿ ಬದಲಾವಣೆ ಮಾಡಲಾಗುತ್ತಿದೆ. ಅವುಗಳ ವಿವರಗಳು ಈ ಕೆಳಗಿನಂತಿವೆ. bbox=[10, 219, 116, 324]
rail-intro-block bbox=[10, 206, 116, 402]
list-item: 3. ರೈಲು ಸಂಖ್ಯೆ 11415 ಸೋಲಾಪುರ–ಹೊಸಪೇಟೆ ಡೈಲಿ ಎಕ್ಸ್‌ಪ್ರೆಸ್ (JCO 19.02.2025 ರಿಂದ 25.02.2025). bbox=[246, 925, 466, 949]
rail-p3: ಫೆ 16 ರಿಂದ 24 ರವರೆಗೆ ಮೈಸೂರು ನಿಲ್ದಾಣದಿಂದ ಹೊರಡುವ ರೈಲು ಸಂಖ್ಯೆ 17307 ಮೈಸೂರು-ಬಾಗಲಕೋಟೆ ಬಸವ ಎಕ್ಸ್‌ಪ್ರೆಸ್ ರೈಲು ವಿಜಯಪುರ ಮತ್ತು ಬಾಗಲಕೋಟೆ ನಿಲ್ದಾಣಗಳ ನಡುವೆ ಭಾಗಶಃ ರದ್ದಾಗಲಿದೆ. ಈ ರೈಲು ವಿಜಯಪುರದಲ್ಲಿ ಕೊನೆಗೊಳ್ಳಲಿದೆ. ಫೆ17 ರಿಂದ 25 ರವರೆಗೆ ರೈಲು ಸಂಖ್ಯೆ 17308 ಬಾಗಲಕೋಟೆ-ಮೈಸೂರು ಬಸವ ಎಕ್ಸ್‌ಪ್ರೆಸ್ ರೈಲು ಬಾಗಲಕೋಟೆ ನಿಲ್ದಾಣದ ಬದಲು ವಿಜಯಪುರದಿಂದ ಹೊರಡಲಿದೆ, ಬಾಗಲಕೋಟೆ ಮತ್ತು ವಿಜಯಪುರ ನಿಲ್ದಾಣಗಳ ನಡುವೆ ಭಾಗಶಃ ರದ್ದುಗೊಳ್ಳಲಿದೆ. bbox=[10, 597, 242, 690]
poem-box bbox=[822, 974, 940, 1500]
parkinson-col3: ಮೇಲೆ ತೀವ್ರ ಪರಿಣಾಮ ಬೀರಿತ್ತು. ವೃದ್ಧ ರೋಗಿಯ ಕೈಗಳಲ್ಲಿ ನಡುಕ ಇತ್ತು. ಔಷಧಿ ನೀಡಿದರೂ ಕೈ ನಡುಕ ನಿಯಂತ್ರಣಕ್ಕೆ ಬಂದಿರಲಿಲ್ಲ. ಸೈಬರ್‌ಕ್ನೈಫ್ ಎಸ್7 ಸಿಸ್ಟಮ್ಸ್ ಕ್ಯಾನ್ಸರ್ ಗುಣಪಡಿಸಲು ಹಾಗೂ ಇತರೆ ನರವೈಜ್ಞಾನಿಕ ಕಾಯಿಲೆಗಳಿಗೆ ಸೂಕ್ತ ಚಿಕಿತ್ಸೆಯಾಗಿದ್ದು, ಈ ತಂತ್ರಜ್ಞಾನವನ್ನು ಪಾರ್ಕಿನ್ಸನ್ ಕಾಯಿಲೆಯಂತಹ ಕ್ರಿಯಾತ್ಮಕ bbox=[710, 848, 820, 964]
rail-sec3: ರೈಲು ತಡವಾಗಿ ಪ್ರಾರಂಭ: bbox=[10, 846, 87, 858]
list-item: 16. ರೈಲು ಸಂಖ್ಯೆ 16217 ಮೈಸೂರು–ಸಾಯಿನಗರ ಶಿರಡಿ ಸಾಪ್ತಾಹಿಕ ಎಕ್ಸ್‌ಪ್ರೆಸ್ (JCO 22.02.2025). bbox=[246, 813, 466, 836]
rail-list2-title: ಈ ಕೆಳಗಿನ ರೈಲುಗಳು ಜಲ್ಲಾಪುರಕುಂಟ ನಿಲ್ದಾಣದಲ್ಲಿ ನಿಲುಗಡೆ ಇರುವುದಿಲ್ಲ: bbox=[246, 862, 465, 874]
list-item: 8. ರೈಲು ಸಂಖ್ಯೆ 07330 ವಿಜಯಪುರ-ಎಸ್ಎಸ್ಎಸ್ ಹುಬ್ಬಳ್ಳಿ ಡೈಲಿ ಇಂಟರ್‌ಸಿಟಿ ವಿಶೇಷ ಎಕ್ಸ್‌ಪ್ರೆಸ್ (JCO21.02.2025 ರಿಂದ 25.02.2025). bbox=[246, 591, 466, 626]
speaker-illustration bbox=[596, 134, 816, 310]
poem-lines bbox=[830, 1007, 940, 1271]
